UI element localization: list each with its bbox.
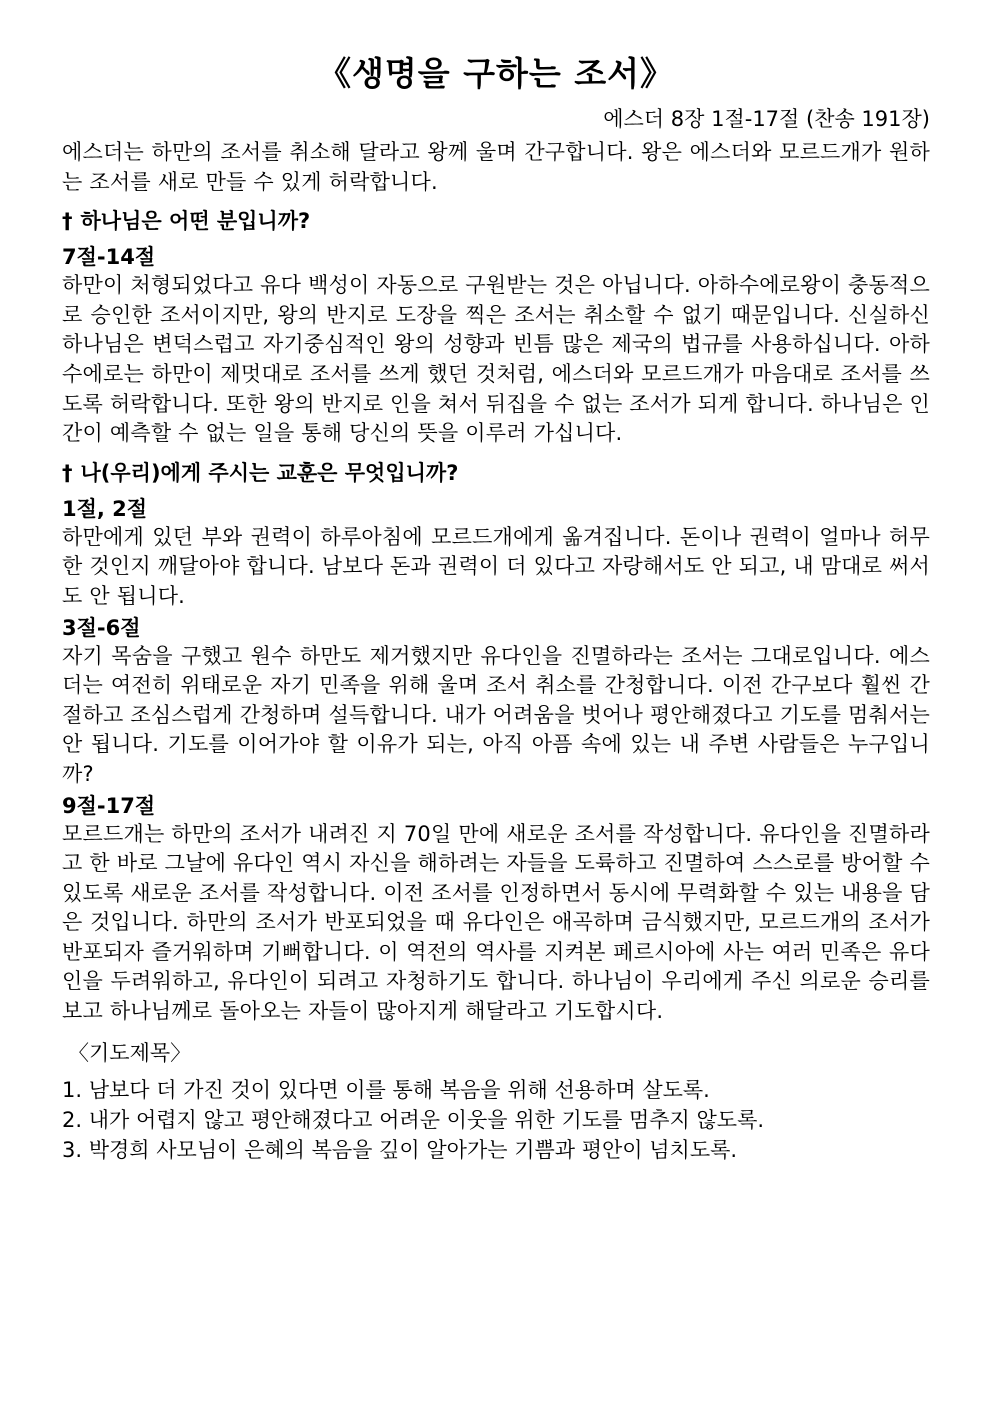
verse-range: 9절-17절 [62,793,156,818]
section-heading-lesson [62,457,930,489]
cross-icon: † [62,460,73,485]
scripture-reference: 에스더 8장 1절-17절 (찬송 191장) [603,107,930,131]
devotional-page [62,50,930,1165]
prayer-list [62,1075,930,1165]
verse-range: 1절, 2절 [62,496,148,521]
section-paragraph: 하만에게 있던 부와 권력이 하루아침에 모르드개에게 옮겨집니다. 돈이나 권력이 얼마나 허무한 것인지 깨달아야 합니다. 남보다 돈과 권력이 더 있다고 자랑해서도 안 되고, 내 맘대로 써서도 안 됩니다. [62,524,930,608]
page-title: 《생명을 구하는 조서》 [317,54,674,93]
cross-icon: † [62,209,73,234]
section-heading-god [62,205,930,237]
prayer-heading: 〈기도제목〉 [68,1040,192,1065]
verse-range: 7절-14절 [62,245,156,270]
prayer-item: 1. 남보다 더 가진 것이 있다면 이를 통해 복음을 위해 선용하며 살도록. [62,1077,710,1102]
section-paragraph: 모르드개는 하만의 조서가 내려진 지 70일 만에 새로운 조서를 작성합니다. 유다인을 진멸하라고 한 바로 그날에 유다인 역시 자신을 해하려는 자들을 도륙하고 진멸하여 스스로를 방어할 수 있도록 새로운 조서를 작성합니다. 이전 조서를 인정하면서 동시에 무력화할 수 있는 내용을 담은 것입니다. 하만의 조서가 반포되었을 때 유다인은 애곡하며 금식했지만, 모르드개의 조서가 반포되자 즐거워하며 기뻐합니다. 이 역전의 역사를 지켜본 페르시아에 사는 여러 민족은 유다인을 두려워하고, 유다인이 되려고 자청하기도 합니다. 하나님이 우리에게 주신 의로운 승리를 보고 하나님께로 돌아오는 자들이 많아지게 해달라고 기도합시다. [62,821,930,1024]
section-question: 나(우리)에게 주시는 교훈은 무엇입니까? [80,460,459,485]
prayer-item: 2. 내가 어렵지 않고 평안해졌다고 어려운 이웃을 위한 기도를 멈추지 않도록. [62,1107,765,1132]
intro-paragraph: 에스더는 하만의 조서를 취소해 달라고 왕께 울며 간구합니다. 왕은 에스더와 모르드개가 원하는 조서를 새로 만들 수 있게 허락합니다. [62,140,930,194]
section-paragraph: 하만이 처형되었다고 유다 백성이 자동으로 구원받는 것은 아닙니다. 아하수에로왕이 충동적으로 승인한 조서이지만, 왕의 반지로 도장을 찍은 조서는 취소할 수 없기 때문입니다. 신실하신 하나님은 변덕스럽고 자기중심적인 왕의 성향과 빈틈 많은 제국의 법규를 사용하십니다. 아하수에로는 하만이 제멋대로 조서를 쓰게 했던 것처럼, 에스더와 모르드개가 마음대로 조서를 쓰도록 허락합니다. 또한 왕의 반지로 인을 쳐서 뒤집을 수 없는 조서가 되게 합니다. 하나님은 인간이 예측할 수 없는 일을 통해 당신의 뜻을 이루러 가십니다. [62,273,930,446]
verse-range: 3절-6절 [62,615,141,640]
section-question: 하나님은 어떤 분입니까? [80,209,311,234]
section-paragraph: 자기 목숨을 구했고 원수 하만도 제거했지만 유다인을 진멸하라는 조서는 그대로입니다. 에스더는 여전히 위태로운 자기 민족을 위해 울며 조서 취소를 간청합니다. 이전 간구보다 훨씬 간절하고 조심스럽게 간청하며 설득합니다. 내가 어려움을 벗어나 평안해졌다고 기도를 멈춰서는 안 됩니다. 기도를 이어가야 할 이유가 되는, 아직 아픔 속에 있는 내 주변 사람들은 누구입니까? [62,643,930,786]
prayer-item: 3. 박경희 사모님이 은혜의 복음을 깊이 알아가는 기쁨과 평안이 넘치도록. [62,1137,738,1162]
